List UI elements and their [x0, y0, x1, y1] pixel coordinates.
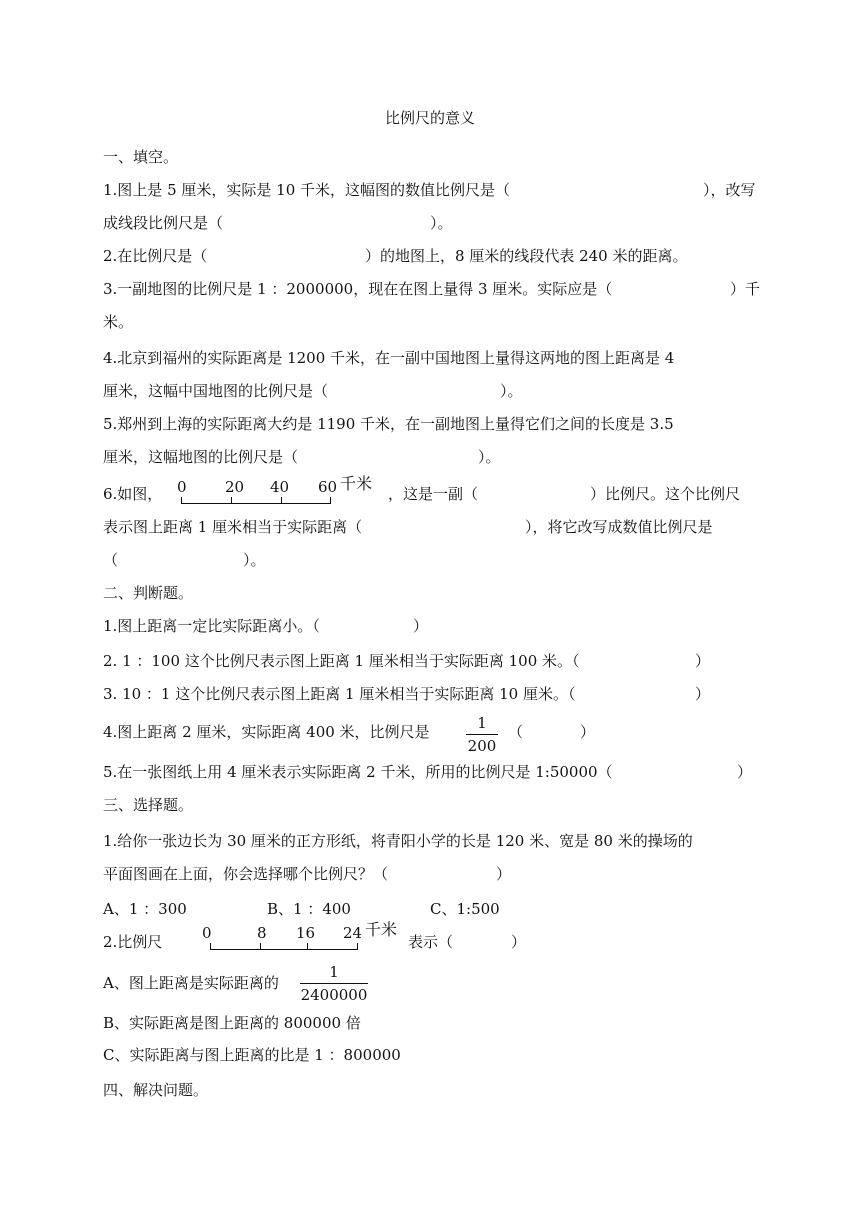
choice-1-text: 1.给你一张边长为 30 厘米的正方形纸，将青阳小学的长是 120 米、宽是 80 米的操场的: [103, 832, 693, 850]
scale-2-tick: [210, 943, 211, 950]
scale-1-label-0: 0: [177, 478, 187, 496]
choice-1-text-line2: 平面图画在上面，你会选择哪个比例尺？（: [103, 865, 389, 883]
scale-2-label-8: 8: [257, 924, 267, 942]
fraction-bar: [466, 734, 498, 735]
question-4-text-line2-end: ）。: [500, 382, 523, 400]
scale-1-label-40: 40: [270, 478, 290, 496]
section-heading-problem-solving: 四、解决问题。: [103, 1081, 209, 1099]
fraction-1-over-2400000: [300, 963, 368, 1004]
question-5-text-line2-end: ）。: [478, 448, 501, 466]
page-title: 比例尺的意义: [384, 109, 475, 127]
question-6-text-end: ）比例尺。这个比例尺: [590, 485, 741, 503]
judge-4-text: 4.图上距离 2 厘米，实际距离 400 米，比例尺是: [103, 723, 430, 741]
question-6-text: 6.如图，: [103, 485, 163, 503]
choice-2-option-b: B、实际距离是图上距离的 800000 倍: [103, 1014, 361, 1032]
choice-1-option-a: A、1 ：300: [103, 900, 187, 918]
question-1-text-end: ），改写: [703, 181, 756, 199]
question-6-text-line3-end: ）。: [243, 551, 266, 569]
question-6-text-mid: ，这是一副（: [388, 485, 479, 503]
question-2-text-end: ）的地图上，8 厘米的线段代表 240 米的距离。: [365, 247, 688, 265]
scale-1-line: [181, 503, 331, 504]
judge-4-text-paren-open: （: [508, 723, 524, 741]
question-5-text-line2: 厘米，这幅地图的比例尺是（: [103, 448, 299, 466]
scale-1-tick: [181, 497, 182, 504]
question-3-text: 3.一副地图的比例尺是 1 ：2000000，现在在图上量得 3 厘米。实际应是（: [103, 280, 613, 298]
scale-2-label-16: 16: [296, 924, 316, 942]
judge-5-text: 5.在一张图纸上用 4 厘米表示实际距离 2 千米，所用的比例尺是 1:50000（: [103, 763, 613, 781]
judge-5-text-end: ）: [737, 763, 753, 781]
fraction-denominator: 200: [467, 737, 497, 755]
choice-2-text-mid: 表示（: [408, 933, 454, 951]
scale-1-tick: [231, 497, 232, 504]
question-3-text-end: ）千: [730, 280, 761, 298]
choice-1-text-line2-end: ）: [496, 865, 512, 883]
question-6-text-line2-end: ），将它改写成数值比例尺是: [525, 518, 713, 536]
fraction-bar: [300, 983, 368, 984]
line-scale-1: [177, 474, 382, 508]
question-6-text-line2: 表示图上距离 1 厘米相当于实际距离（: [103, 518, 363, 536]
section-heading-judge: 二、判断题。: [103, 584, 194, 602]
scale-2-tick: [260, 943, 261, 950]
scale-1-tick: [330, 497, 331, 504]
question-3-text-line2: 米。: [103, 313, 134, 331]
scale-1-label-60: 60: [318, 478, 338, 496]
question-4-text: 4.北京到福州的实际距离是 1200 千米，在一副中国地图上量得这两地的图上距离是 4: [103, 349, 675, 367]
question-1-text-line2: 成线段比例尺是（: [103, 214, 224, 232]
judge-1-text: 1.图上距离一定比实际距离小。（: [103, 617, 320, 635]
question-5-text: 5.郑州到上海的实际距离大约是 1190 千米，在一副地图上量得它们之间的长度是 3.5: [103, 415, 674, 433]
scale-1-unit: 千米: [340, 474, 373, 493]
scale-2-line: [210, 949, 358, 950]
line-scale-2: [202, 920, 402, 954]
judge-3-text: 3. 10 ：1 这个比例尺表示图上距离 1 厘米相当于实际距离 10 厘米。（: [103, 685, 576, 703]
question-1-text-line2-end: ）。: [430, 214, 453, 232]
question-6-text-line3: （: [103, 551, 119, 569]
scale-2-unit: 千米: [365, 920, 398, 939]
judge-1-text-end: ）: [413, 617, 429, 635]
question-1-text: 1.图上是 5 厘米，实际是 10 千米，这幅图的数值比例尺是（: [103, 181, 511, 199]
scale-2-tick: [357, 943, 358, 950]
fraction-numerator: 1: [329, 963, 339, 981]
judge-4-text-paren-close: ）: [580, 723, 596, 741]
question-2-text: 2.在比例尺是（: [103, 247, 208, 265]
choice-2-option-c: C、实际距离与图上距离的比是 1 ：800000: [103, 1046, 401, 1064]
choice-2-text: 2.比例尺: [103, 933, 163, 951]
scale-1-tick: [281, 497, 282, 504]
scale-2-label-24: 24: [343, 924, 363, 942]
fraction-denominator: 2400000: [300, 986, 368, 1004]
section-heading-choice: 三、选择题。: [103, 796, 194, 814]
question-4-text-line2: 厘米，这幅中国地图的比例尺是（: [103, 382, 329, 400]
scale-2-tick: [307, 943, 308, 950]
fraction-1-over-200: [466, 714, 498, 755]
choice-2-option-a: A、图上距离是实际距离的: [103, 974, 279, 992]
judge-2-text: 2. 1 ：100 这个比例尺表示图上距离 1 厘米相当于实际距离 100 米。（: [103, 652, 580, 670]
fraction-numerator: 1: [477, 714, 487, 732]
choice-1-option-b: B、1 ：400: [267, 900, 351, 918]
choice-1-option-c: C、1:500: [430, 900, 500, 918]
judge-3-text-end: ）: [695, 685, 711, 703]
scale-2-label-0: 0: [202, 924, 212, 942]
judge-2-text-end: ）: [695, 652, 711, 670]
section-heading-fill-blank: 一、填空。: [103, 148, 179, 166]
choice-2-text-end: ）: [511, 933, 527, 951]
scale-1-label-20: 20: [225, 478, 245, 496]
